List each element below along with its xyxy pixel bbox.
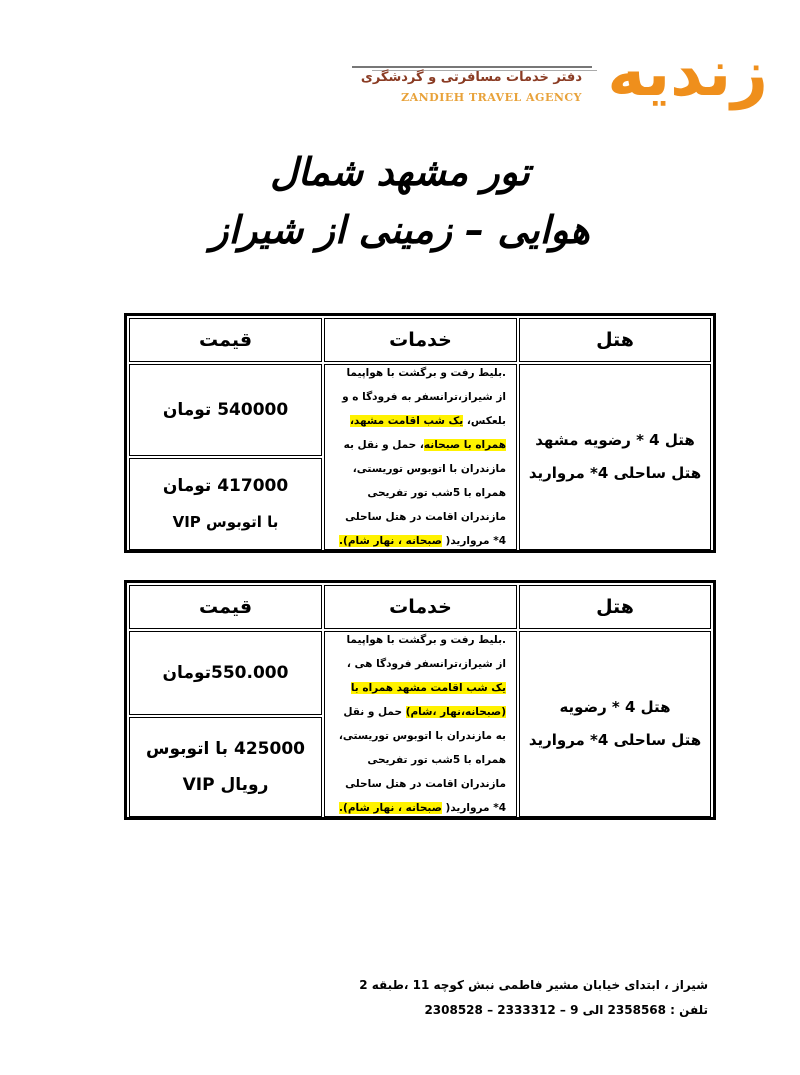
page-subtitle: هوایی – زمینی از شیراز [210, 208, 590, 252]
tour-table-2 [124, 580, 716, 820]
hotel-line-2: هتل ساحلی 4* مروارید [528, 731, 702, 749]
header-price [129, 585, 322, 629]
price-cell-2 [129, 717, 322, 817]
header-hotel [519, 318, 711, 362]
price-cell-1 [129, 364, 322, 456]
header-services [324, 318, 517, 362]
price-cell-2 [129, 458, 322, 550]
page-title: تور مشهد شمال [270, 150, 530, 194]
header-hotel [519, 585, 711, 629]
hotel-line-1: هتل 4 * رضویه [559, 698, 671, 716]
price-value-1: 540000 تومان [162, 400, 289, 420]
price-note-2: رویال VIP [182, 775, 269, 795]
services-text [325, 628, 516, 820]
header-services-label: خدمات [389, 329, 452, 351]
price-value-2: 425000 با اتوبوس [146, 739, 305, 759]
services-highlight-2: صبحانه ، نهار شام). [339, 535, 442, 547]
header-price [129, 318, 322, 362]
header-services-label: خدمات [389, 596, 452, 618]
header-hotel-label: هتل [596, 329, 634, 351]
logo-mark: زندیه [607, 37, 768, 111]
price-note-2: با اتوبوس VIP [172, 513, 279, 531]
logo-divider [352, 66, 592, 68]
services-cell [324, 364, 517, 550]
price-value-1: 550.000تومان [162, 663, 289, 683]
price-cell-1 [129, 631, 322, 715]
hotel-line-2: هتل ساحلی 4* مروارید [528, 464, 702, 482]
services-part-1: .بلیط رفت و برگشت با هواپیما از شیراز،ترانسفر به فرودگا ه و بلعکس، [342, 367, 506, 427]
logo-subtitle-fa: دفتر خدمات مسافرتی و گردشگری [360, 70, 582, 85]
services-part-2: ، حمل و نقل به مازندران با اتوبوس توریستی، همراه با 5شب تور تفریحی مازندران اقامت در هتل ساحلی 4* مروارید( [343, 439, 506, 547]
header-price-label: قیمت [198, 596, 253, 618]
hotel-cell [519, 364, 711, 550]
services-highlight-2: صبحانه ، نهار شام). [339, 802, 442, 814]
services-part-1: .بلیط رفت و برگشت با هواپیما از شیراز،ترانسفر فرودگا هی ، [346, 634, 506, 670]
hotel-cell [519, 631, 711, 817]
header-services [324, 585, 517, 629]
services-part-2: حمل و نقل به مازندران با اتوبوس توریستی، همراه با 5شب تور تفریحی مازندران اقامت در هتل ساحلی 4* مروارید( [338, 706, 506, 814]
hotel-line-1: هتل 4 * رضویه مشهد [535, 431, 695, 449]
header-price-label: قیمت [198, 329, 253, 351]
price-value-2: 417000 تومان [162, 476, 289, 496]
footer-phone: تلفن : 2358568 الی 9 – 2333312 – 2308528 [424, 1003, 708, 1017]
services-highlight-1: یک شب اقامت مشهد، همراه با صبحانه [349, 415, 506, 451]
tour-table-1 [124, 313, 716, 553]
services-text [325, 361, 516, 553]
services-cell [324, 631, 517, 817]
logo-subtitle-en: ZANDIEH TRAVEL AGENCY [401, 91, 582, 104]
agency-logo [352, 36, 772, 116]
services-highlight-1: یک شب اقامت مشهد همراه با (صبحانه،نهار ،شام) [350, 682, 506, 718]
header-hotel-label: هتل [596, 596, 634, 618]
footer-address: شیراز ، ابتدای خیابان مشیر فاطمی نبش کوچه 11 ،طبقه 2 [359, 978, 708, 992]
